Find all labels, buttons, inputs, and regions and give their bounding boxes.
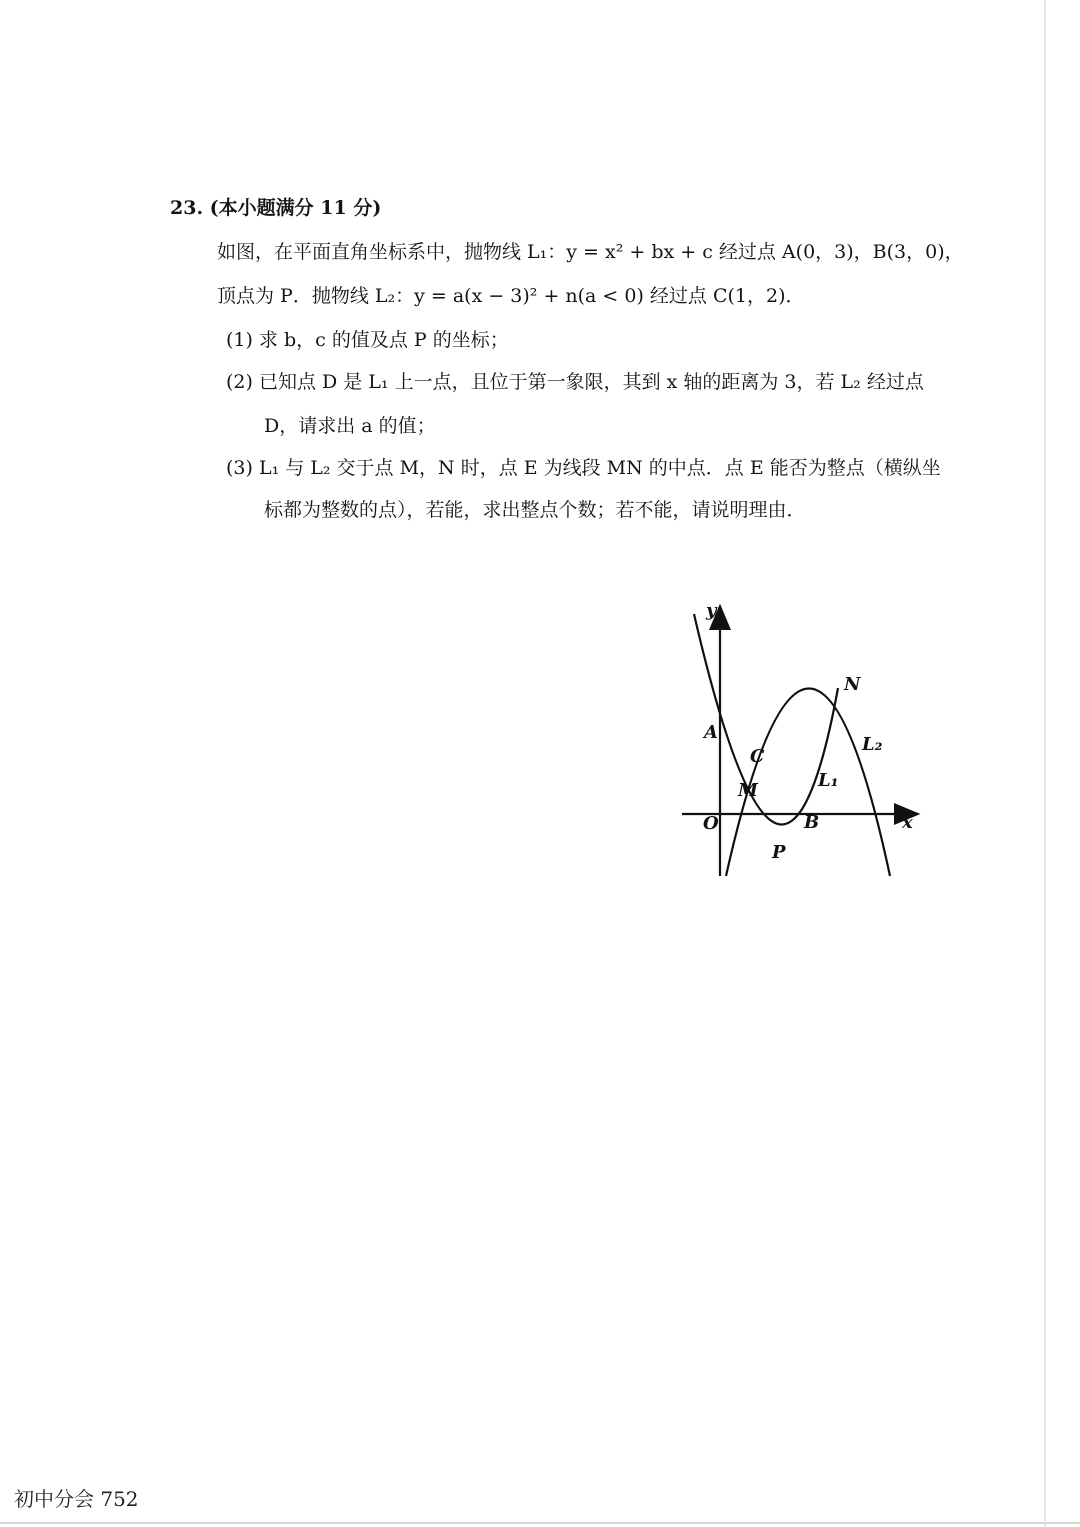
part-1: (1) 求 b，c 的值及点 P 的坐标； — [226, 329, 509, 351]
x-axis-label: x — [902, 812, 913, 833]
intro-line-2: 顶点为 P．抛物线 L₂：y = a(x − 3)² + n(a < 0) 经过点 C(1，2)． — [217, 285, 805, 307]
point-c-label: C — [750, 746, 765, 767]
point-p-label: P — [772, 842, 786, 863]
parabola-l1 — [694, 614, 838, 824]
point-a-label: A — [704, 722, 718, 743]
origin-label: O — [703, 813, 719, 834]
intro-line-1: 如图，在平面直角坐标系中，抛物线 L₁：y = x² + bx + c 经过点 A(0，3)，B(3，0)， — [217, 241, 964, 263]
part-2-line-1: (2) 已知点 D 是 L₁ 上一点，且位于第一象限，其到 x 轴的距离为 3，若 L₂ 经过点 — [226, 371, 924, 393]
part-2-line-2: D，请求出 a 的值； — [264, 415, 436, 437]
part-3-line-1: (3) L₁ 与 L₂ 交于点 M，N 时，点 E 为线段 MN 的中点．点 E 能否为整点（横纵坐 — [226, 457, 941, 479]
curve-l2-label: L₂ — [862, 734, 883, 755]
question-header: 23. (本小题满分 11 分) — [170, 197, 382, 219]
point-n-label: N — [844, 674, 861, 695]
part-3-line-2: 标都为整数的点），若能，求出整点个数；若不能，请说明理由． — [264, 499, 806, 521]
parabola-figure — [672, 596, 930, 882]
footer-label: 初中分会 752 — [14, 1487, 139, 1511]
bottom-rule — [0, 1522, 1080, 1524]
point-b-label: B — [804, 812, 820, 833]
point-m-label: M — [738, 780, 758, 801]
curve-l1-label: L₁ — [818, 770, 839, 791]
page-edge — [1044, 0, 1046, 1527]
y-axis-label: y — [706, 600, 717, 621]
figure-svg — [672, 596, 930, 882]
